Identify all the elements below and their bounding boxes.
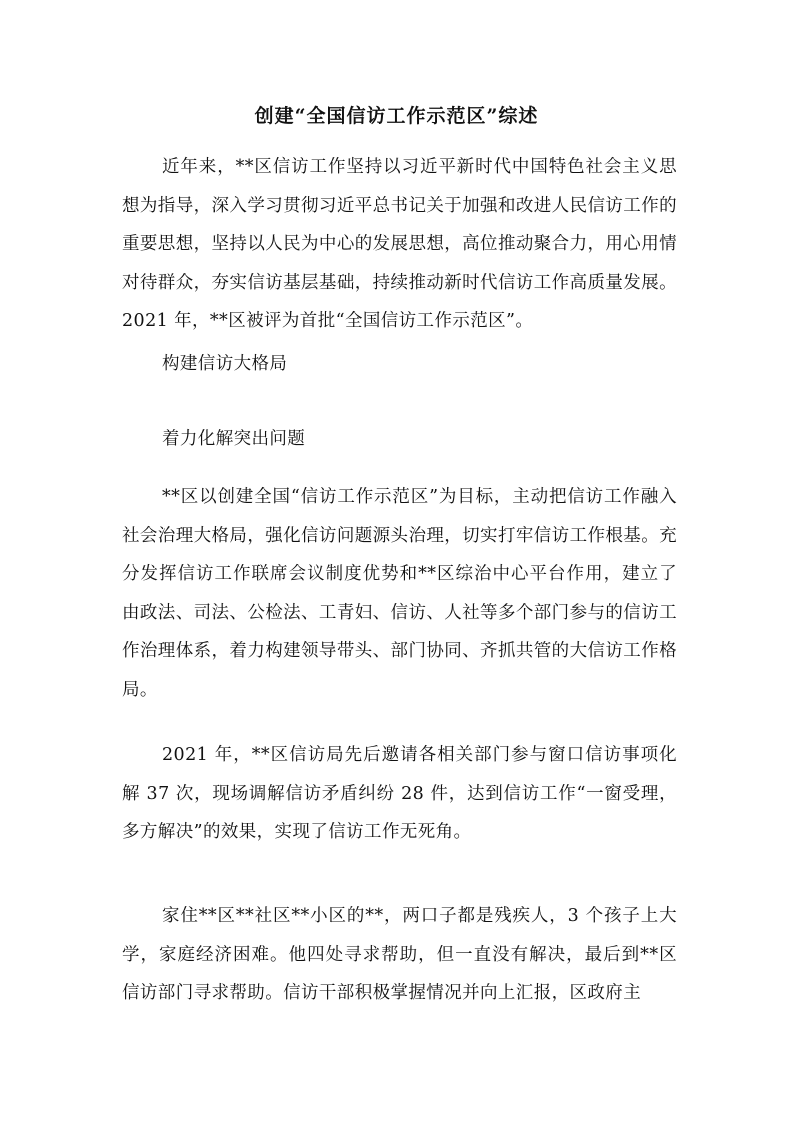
- section-heading-resolve-issues: 着力化解突出问题: [162, 429, 306, 449]
- paragraph-2021-results: 2021 年，**区信访局先后邀请各相关部门参与窗口信访事项化解 37 次，现场调解信访矛盾纠纷 28 件，达到信访工作“一窗受理，多方解决”的效果，实现了信访工作无死角。: [122, 745, 677, 842]
- paragraph-intro: 近年来，**区信访工作坚持以习近平新时代中国特色社会主义思想为指导，深入学习贯彻习近平总书记关于加强和改进人民信访工作的重要思想，坚持以人民为中心的发展思想，高位推动聚合力，用心用情对待群众，夯实信访基层基础，持续推动新时代信访工作高质量发展。2021 年，**区被评为首批“全国信访工作示范区”。: [122, 157, 677, 331]
- paragraph-governance-system: **区以创建全国“信访工作示范区”为目标，主动把信访工作融入社会治理大格局，强化信访问题源头治理，切实打牢信访工作根基。充分发挥信访工作联席会议制度优势和**区综治中心平台作用，建立了由政法、司法、公检法、工青妇、信访、人社等多个部门参与的信访工作治理体系，着力构建领导带头、部门协同、齐抓共管的大信访工作格局。: [122, 487, 677, 700]
- paragraph-case-story: 家住**区**社区**小区的**，两口子都是残疾人，3 个孩子上大学，家庭经济困难。他四处寻求帮助，但一直没有解决，最后到**区信访部门寻求帮助。信访干部积极掌握情况并向上汇报，区政府主: [122, 906, 677, 1003]
- document-title: 创建“全国信访工作示范区”综述: [254, 105, 539, 127]
- section-heading-build-pattern: 构建信访大格局: [162, 354, 288, 374]
